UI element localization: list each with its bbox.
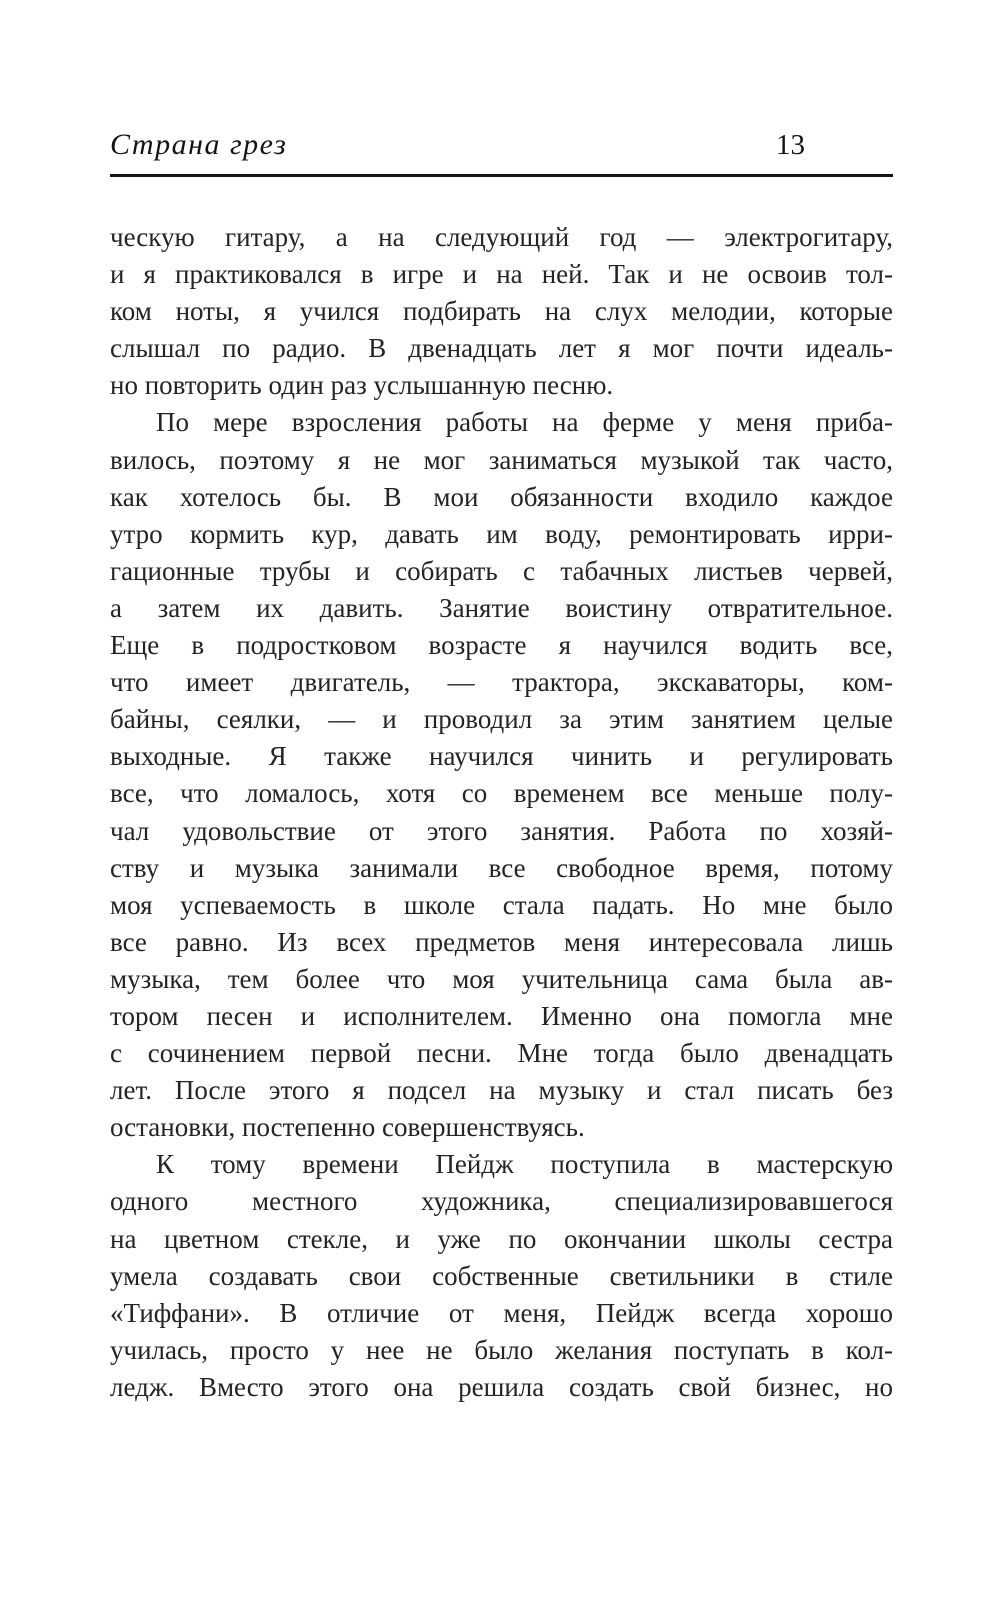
text-line: умела создавать свои собственные светильники в стиле [110,1260,893,1291]
text-line: слышал по радио. В двенадцать лет я мог почти идеаль- [110,333,893,364]
text-line: все, что ломалось, хотя со временем все меньше полу- [110,778,893,809]
text-line: тором песен и исполнителем. Именно она помогла мне [110,1000,893,1031]
page-header [110,128,893,162]
text-line: утро кормить кур, давать им воду, ремонтировать ирри- [110,518,893,549]
text-line: и я практиковался в игре и на ней. Так и не освоив тол- [110,259,893,290]
text-line: моя успеваемость в школе стала падать. Но мне было [110,889,893,920]
text-line: с сочинением первой песни. Мне тогда было двенадцать [110,1038,893,1069]
text-line: чал удовольствие от этого занятия. Работа по хозяй- [110,815,893,846]
text-line: что имеет двигатель, — трактора, экскаваторы, ком- [110,667,893,698]
text-line: училась, просто у нее не было желания поступать в кол- [110,1334,893,1365]
text-line: ству и музыка занимали все свободное время, потому [110,852,893,883]
text-line: ледж. Вместо этого она решила создать свой бизнес, но [110,1371,893,1402]
text-line: байны, сеялки, — и проводил за этим занятием целые [110,704,893,735]
page-number: 13 [776,129,805,161]
body-text [110,219,893,1406]
text-line: одного местного художника, специализировавшегося [110,1186,893,1217]
text-line: Еще в подростковом возрасте я научился водить все, [110,630,893,661]
text-line: По мере взросления работы на ферме у меня приба- [156,407,893,438]
text-line: гационные трубы и собирать с табачных листьев червей, [110,555,893,586]
text-line: на цветном стекле, и уже по окончании школы сестра [110,1223,893,1254]
text-line: ком ноты, я учился подбирать на слух мелодии, которые [110,296,893,327]
text-line: ческую гитару, а на следующий год — электрогитару, [110,222,893,252]
text-line: музыка, тем более что моя учительница сама была ав- [110,963,893,994]
text-line: вилось, поэтому я не мог заниматься музыкой так часто, [110,444,893,475]
text-line: выходные. Я также научился чинить и регулировать [110,741,893,772]
text-line: остановки, постепенно совершенствуясь. [110,1112,585,1143]
text-line: а затем их давить. Занятие воистину отвратительное. [110,592,893,623]
text-line: К тому времени Пейдж поступила в мастерскую [156,1149,893,1180]
text-line: все равно. Из всех предметов меня интересовала лишь [110,926,893,957]
running-title: Страна грез [110,128,288,161]
text-line: «Тиффани». В отличие от меня, Пейдж всегда хорошо [110,1297,893,1328]
text-line: но повторить один раз услышанную песню. [110,370,614,401]
text-line: как хотелось бы. В мои обязанности входило каждое [110,481,893,512]
text-line: лет. После этого я подсел на музыку и стал писать без [110,1075,893,1106]
header-rule [110,174,893,177]
